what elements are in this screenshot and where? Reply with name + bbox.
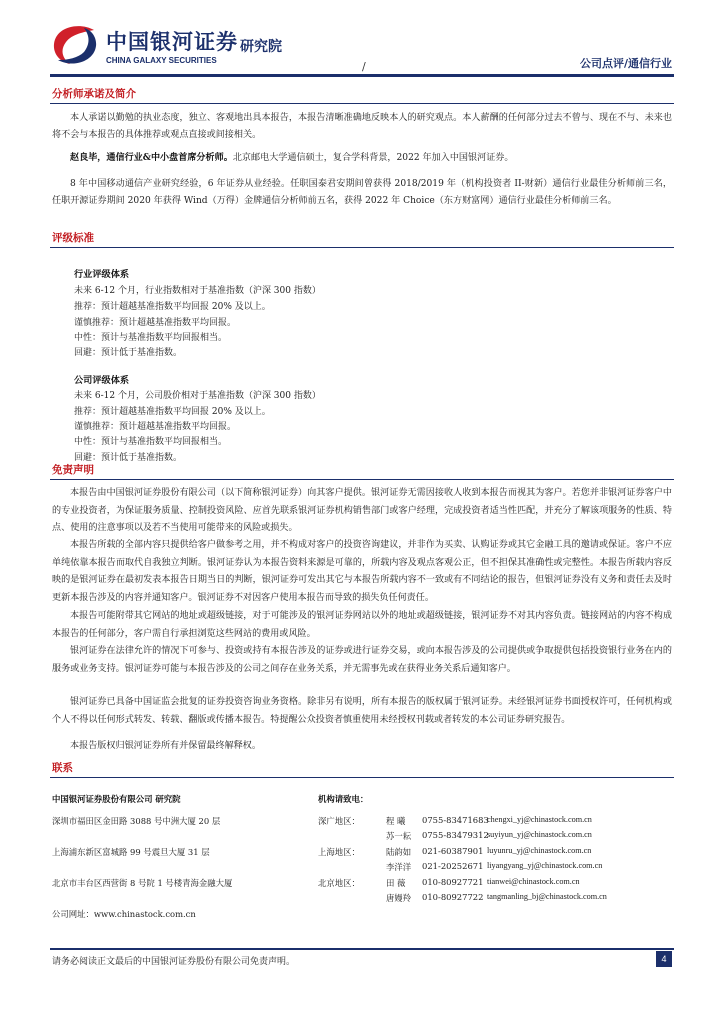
- company-rating-line: 未来 6-12 个月，公司股价相对于基准指数（沪深 300 指数）: [74, 391, 321, 401]
- disclaimer-paragraph: 银河证券在法律允许的情况下可参与、投资或持有本报告涉及的证券或进行证券交易，或向本报告涉及的公司提供或争取提供包括投资银行业务在内的服务或业务支持。银河证券可能与本报告涉及的公司之间存在业务关系，并无需事先或在获得业务关系后通知客户。: [52, 646, 672, 674]
- analyst-background: 北京邮电大学通信硕士，复合学科背景，2022 年加入中国银河证券。: [232, 153, 514, 163]
- contact-phone: 010-80927721: [422, 877, 484, 887]
- section-title: 分析师承诺及简介: [52, 88, 136, 100]
- logo-english-name: CHINA GALAXY SECURITIES: [106, 56, 217, 65]
- contact-email[interactable]: suyiyun_yj@chinastock.com.cn: [487, 830, 592, 839]
- analyst-intro: [52, 149, 672, 167]
- section-rating-header: [50, 230, 674, 248]
- footer-rule: [50, 948, 674, 950]
- analyst-experience: 8 年中国移动通信产业研究经验，6 年证券从业经验。任职国泰君安期间曾获得 2018/2019 年（机构投资者 II-财新）通信行业最佳分析师前三名，任职开源证券期间 2020 年获得 Wind（万得）金牌通信分析师前五名，获得 2022 年 Choice（东方财富网）通信行业最佳分析师前三名。: [52, 179, 672, 206]
- contact-phone: 0755-83471683: [422, 815, 489, 825]
- section-analyst-header: [50, 86, 674, 104]
- disclaimer-paragraph: 本报告版权归银河证券所有并保留最终解释权。: [70, 741, 261, 751]
- logo-chinese-name: 中国银河证券: [106, 30, 238, 54]
- contact-name: 唐嫚羚: [386, 893, 412, 903]
- section-title: 评级标准: [52, 232, 94, 244]
- disclaimer-paragraph: 银河证券已具备中国证监会批复的证券投资咨询业务资格。除非另有说明，所有本报告的版权属于银河证券。未经银河证券书面授权许可，任何机构或个人不得以任何形式转发、转载、翻版或传播本报告。特提醒公众投资者慎重使用未经授权刊载或者转发的本公司证券研究报告。: [52, 697, 672, 725]
- page-header: [0, 0, 724, 80]
- report-type: 公司点评/通信行业: [579, 57, 672, 70]
- industry-rating-line: 未来 6-12 个月，行业指数相对于基准指数（沪深 300 指数）: [74, 286, 321, 296]
- section-title: 免责声明: [52, 464, 94, 476]
- industry-rating-line: 回避：预计低于基准指数。: [74, 348, 183, 358]
- company-rating-line: 谨慎推荐：预计超越基准指数平均回报。: [74, 422, 237, 432]
- contact-email[interactable]: liyangyang_yj@chinastock.com.cn: [487, 861, 603, 870]
- industry-rating-line: 推荐：预计超越基准指数平均回报 20% 及以上。: [74, 302, 271, 312]
- address-shenzhen: 深圳市福田区金田路 3088 号中洲大厦 20 层: [52, 816, 221, 826]
- address-shanghai: 上海浦东新区富城路 99 号震旦大厦 31 层: [52, 847, 210, 857]
- section-title: 联系: [52, 762, 73, 774]
- industry-rating-head: 行业评级体系: [74, 269, 130, 280]
- company-rating-line: 中性：预计与基准指数平均回报相当。: [74, 437, 228, 447]
- contact-email[interactable]: chengxi_yj@chinastock.com.cn: [487, 815, 592, 824]
- disclaimer-paragraph: 本报告由中国银河证券股份有限公司（以下简称银河证券）向其客户提供。银河证券无需因接收人收到本报告而视其为客户。若您并非银河证券客户中的专业投资者，为保证服务质量、控制投资风险、应首先联系银河证券机构销售部门或客户经理，完成投资者适当性匹配，并充分了解该项服务的性质、特点、使用的注意事项以及若不当使用可能带来的风险或损失。: [52, 488, 672, 533]
- contact-name: 程 曦: [386, 816, 406, 826]
- page-number: 4: [656, 951, 672, 967]
- institution-contact-head: 机构请致电：: [318, 794, 369, 804]
- section-disclaimer-header: [50, 462, 674, 480]
- contact-email[interactable]: luyunru_yj@chinastock.com.cn: [487, 846, 592, 855]
- company-rating-line: 推荐：预计超越基准指数平均回报 20% 及以上。: [74, 407, 271, 417]
- company-rating-line: 回避：预计低于基准指数。: [74, 453, 183, 463]
- section-contact-header: [50, 760, 674, 778]
- footer-disclaimer-note: 请务必阅读正文最后的中国银河证券股份有限公司免责声明。: [52, 957, 296, 967]
- contact-phone: 0755-83479312: [422, 830, 489, 840]
- contact-phone: 021-20252671: [422, 861, 484, 871]
- contact-region: 北京地区：: [318, 878, 360, 888]
- contact-email[interactable]: tianwei@chinastock.com.cn: [487, 877, 580, 886]
- company-rating-head: 公司评级体系: [74, 375, 130, 386]
- address-beijing: 北京市丰台区西营街 8 号院 1 号楼青海金融大厦: [52, 878, 233, 888]
- contact-region: 上海地区：: [318, 847, 360, 857]
- contact-phone: 010-80927722: [422, 892, 484, 902]
- contact-region: 深广地区：: [318, 816, 360, 826]
- analyst-name-title: 赵良毕，通信行业&中小盘首席分析师。: [70, 152, 233, 163]
- industry-rating-line: 谨慎推荐：预计超越基准指数平均回报。: [74, 318, 237, 328]
- contact-name: 苏一耘: [386, 831, 412, 841]
- company-name: 中国银河证券股份有限公司 研究院: [52, 794, 181, 804]
- contact-phone: 021-60387901: [422, 846, 484, 856]
- industry-rating-line: 中性：预计与基准指数平均回报相当。: [74, 333, 228, 343]
- contact-name: 陆韵如: [386, 847, 412, 857]
- galaxy-logo-icon: [50, 24, 100, 66]
- contact-email[interactable]: tangmanling_bj@chinastock.com.cn: [487, 892, 607, 901]
- disclaimer-paragraph: 本报告可能附带其它网站的地址或超级链接，对于可能涉及的银河证券网站以外的地址或超级链接，银河证券不对其内容负责。链接网站的内容不构成本报告的任何部分，客户需自行承担浏览这些网站的费用或风险。: [52, 611, 672, 639]
- analyst-commitment: 本人承诺以勤勉的执业态度，独立、客观地出具本报告，本报告清晰准确地反映本人的研究观点。本人薪酬的任何部分过去不曾与、现在不与、未来也将不会与本报告的具体推荐或观点直接或间接相关。: [52, 113, 672, 140]
- company-website[interactable]: 公司网址：www.chinastock.com.cn: [52, 909, 196, 919]
- contact-name: 田 薇: [386, 878, 406, 888]
- header-separator: /: [362, 60, 366, 73]
- disclaimer-paragraph: 本报告所载的全部内容只提供给客户做参考之用，并不构成对客户的投资咨询建议，并非作为买卖、认购证券或其它金融工具的邀请或保证。客户不应单纯依靠本报告而取代自我独立判断。银河证券认为本报告资料来源是可靠的，所载内容及观点客观公正，但不担保其准确性或完整性。本报告所载内容反映的是银河证券在最初发表本报告日期当日的判断，银河证券可发出其它与本报告所载内容不一致或有不同结论的报告，但银河证券没有义务和责任去及时更新本报告涉及的内容并通知客户。银河证券不对因客户使用本报告而导致的损失负任何责任。: [52, 540, 672, 603]
- contact-name: 李洋洋: [386, 862, 412, 872]
- institute-label: 研究院: [240, 39, 282, 55]
- header-rule: [50, 74, 674, 77]
